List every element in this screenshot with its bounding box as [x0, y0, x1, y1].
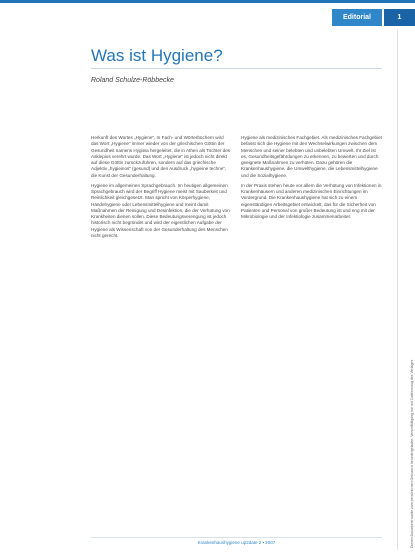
left-column: [91, 135, 232, 243]
header-rule: [0, 0, 415, 3]
paragraph: Hygiene im allgemeinen Sprachgebrauch. Im heutigen allgemeinen Sprachgebrauch wird der Begriff Hygiene meist mit Sauberkeit und Reinlichkeit gleichgesetzt. Man spricht von Körperhygiene, Händehygiene oder Lebensmittelhygiene und meint damit Maßnahmen der Reinigung und Desinfektion, die der Verhütung von Krankheiten dienen sollen. Diese Bedeutungsverengung ist jedoch historisch nicht begründet und wird der eigentlichen Aufgabe der Hygiene als Wissenschaft von der Gesunderhaltung des Menschen nicht gerecht.: [91, 182, 230, 238]
side-divider: [397, 30, 398, 550]
right-column: [241, 135, 382, 224]
paragraph: In der Praxis stehen heute vor allem die Verhütung von Infektionen in Krankenhäusern und anderen medizinischen Einrichtungen im Vordergrund. Die Krankenhaushygiene hat sich zu einem eigenständigen Arbeitsgebiet entwickelt, das für die Sicherheit von Patienten und Personal von großer Bedeutung ist und eng mit der Mikrobiologie und der Infektiologie zusammenarbeitet.: [241, 182, 382, 219]
article-author: Roland Schulze-Röbbecke: [91, 77, 174, 84]
section-tab: Editorial: [332, 9, 382, 26]
footer-divider: [91, 537, 382, 538]
copyright-note: Dieses Dokument wurde zum persönlichen Gebrauch heruntergeladen. Vervielfältigung nur mit Zustimmung des Verlages.: [410, 358, 414, 548]
footer-text: Krankenhaushygiene up2date 2 ▪ 2007: [197, 540, 276, 545]
title-divider: [91, 68, 382, 69]
paragraph: Herkunft des Wortes „Hygiene“. In Fach- und Wörterbüchern wird das Wort „Hygiene“ immer wieder von der griechischen Göttin der Gesundheit namens Hygieia hergeleitet, die in Athen als Tochter des Asklepios verehrt wurde. Das Wort „Hygiene“ ist jedoch nicht direkt auf diese Göttin zurückzuführen, sondern auf das griechische Adjektiv „hygieinos“ (gesund) und den Ausdruck „hygieine techne“, die Kunst der Gesunderhaltung.: [91, 135, 231, 178]
article-title: Was ist Hygiene?: [91, 46, 223, 65]
page-number: 1: [384, 9, 415, 26]
paragraph: Hygiene als medizinisches Fachgebiet. Als medizinisches Fachgebiet befasst sich die Hygiene mit den Wechselwirkungen zwischen dem Menschen und seiner belebten und unbelebten Umwelt. Ihr Ziel ist es, Gesundheitsgefährdungen zu erkennen, zu bewerten und durch geeignete Maßnahmen zu verhüten. Dazu gehören die Krankenhaushygiene, die Umwelthygiene, die Lebensmittelhygiene und die Sozialhygiene.: [241, 135, 382, 178]
